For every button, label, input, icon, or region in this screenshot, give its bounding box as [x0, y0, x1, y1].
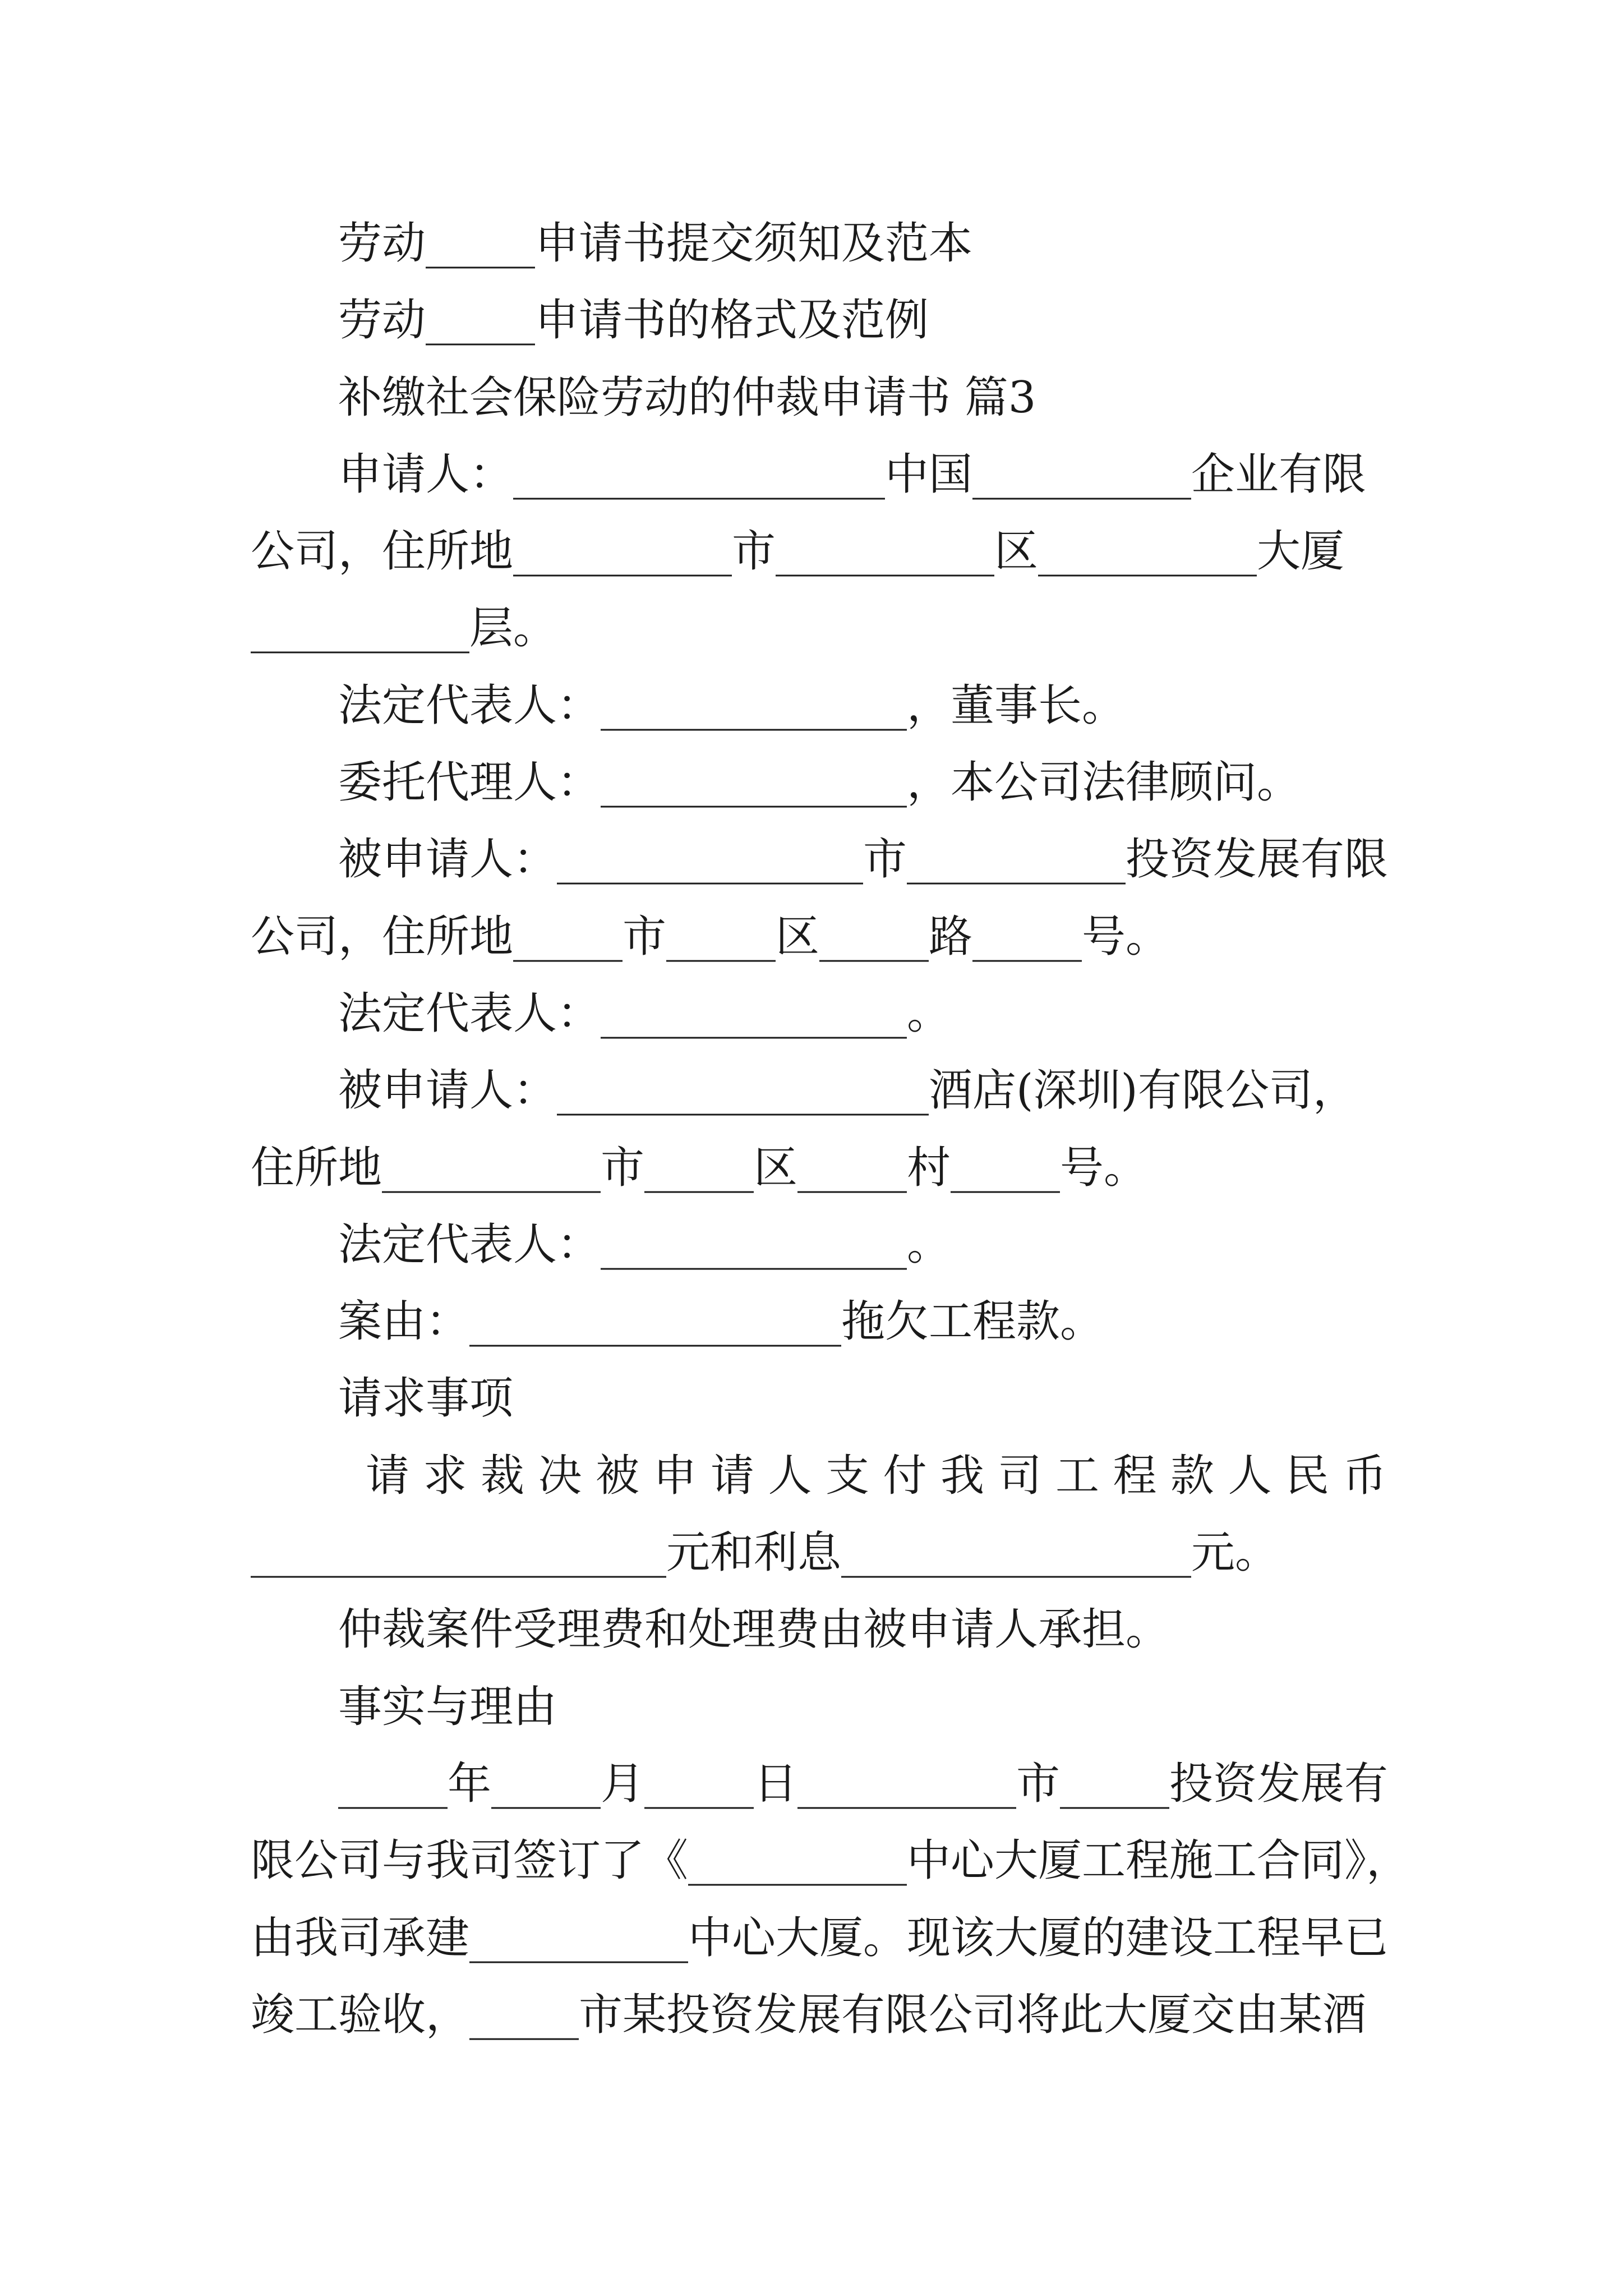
related-title: 劳动_____申请书提交须知及范本 [338, 218, 973, 269]
related-title: 劳动_____申请书的格式及范例 [338, 295, 929, 346]
article-title: 补缴社会保险劳动的仲裁申请书 篇3 [338, 372, 1036, 423]
respondent-paragraph [251, 821, 1541, 976]
section-heading-requests: 请求事项 [338, 1373, 514, 1424]
request-paragraph [251, 1438, 1541, 1592]
text-line: ___________________元和利息________________元。 [251, 1527, 1279, 1579]
text-line: 由我司承建__________中心大厦。现该大厦的建设工程早已 [251, 1912, 1389, 1963]
text-line: 竣工验收，_____市某投资发展有限公司将此大厦交由某酒 [251, 1989, 1367, 2040]
text-line: 公司，住所地_____市_____区_____路_____号。 [251, 911, 1170, 962]
applicant-paragraph [251, 436, 1541, 668]
text-line: 法定代表人：______________，董事长。 [338, 680, 1126, 731]
text-line: 申请人：_________________中国__________企业有限 [338, 449, 1367, 500]
legal-representative-paragraph [251, 976, 1541, 1052]
text-line: 仲裁案件受理费和处理费由被申请人承担。 [338, 1604, 1170, 1655]
legal-representative-paragraph [251, 1207, 1541, 1283]
text-line: 法定代表人：______________。 [338, 988, 951, 1039]
text-line: 住所地__________市_____区_____村_____号。 [251, 1142, 1148, 1193]
request-paragraph [251, 1591, 1541, 1668]
text-line: 委托代理人：______________，本公司法律顾问。 [338, 757, 1301, 808]
text-line: _____年_____月_____日__________市_____投资发展有 [338, 1758, 1389, 1809]
document-body [251, 205, 1541, 2054]
text-line: 法定代表人：______________。 [338, 1219, 951, 1270]
text-line: 公司，住所地__________市__________区__________大厦 [251, 526, 1345, 577]
section-heading-facts: 事实与理由 [338, 1681, 557, 1732]
facts-paragraph [251, 1746, 1541, 2054]
agent-paragraph [251, 744, 1541, 821]
text-line: 被申请人：_________________酒店(深圳)有限公司， [338, 1065, 1357, 1116]
legal-representative-paragraph [251, 668, 1541, 744]
text-line: 被申请人：______________市__________投资发展有限 [338, 834, 1389, 885]
text-line: 请求裁决被申请人支付我司工程款人民币 [366, 1450, 1401, 1501]
respondent-paragraph [251, 1052, 1541, 1207]
text-line: __________层。 [251, 603, 557, 654]
cause-line: 案由：_________________拖欠工程款。 [338, 1296, 1104, 1347]
text-line: 限公司与我司签订了《__________中心大厦工程施工合同》， [251, 1835, 1410, 1887]
